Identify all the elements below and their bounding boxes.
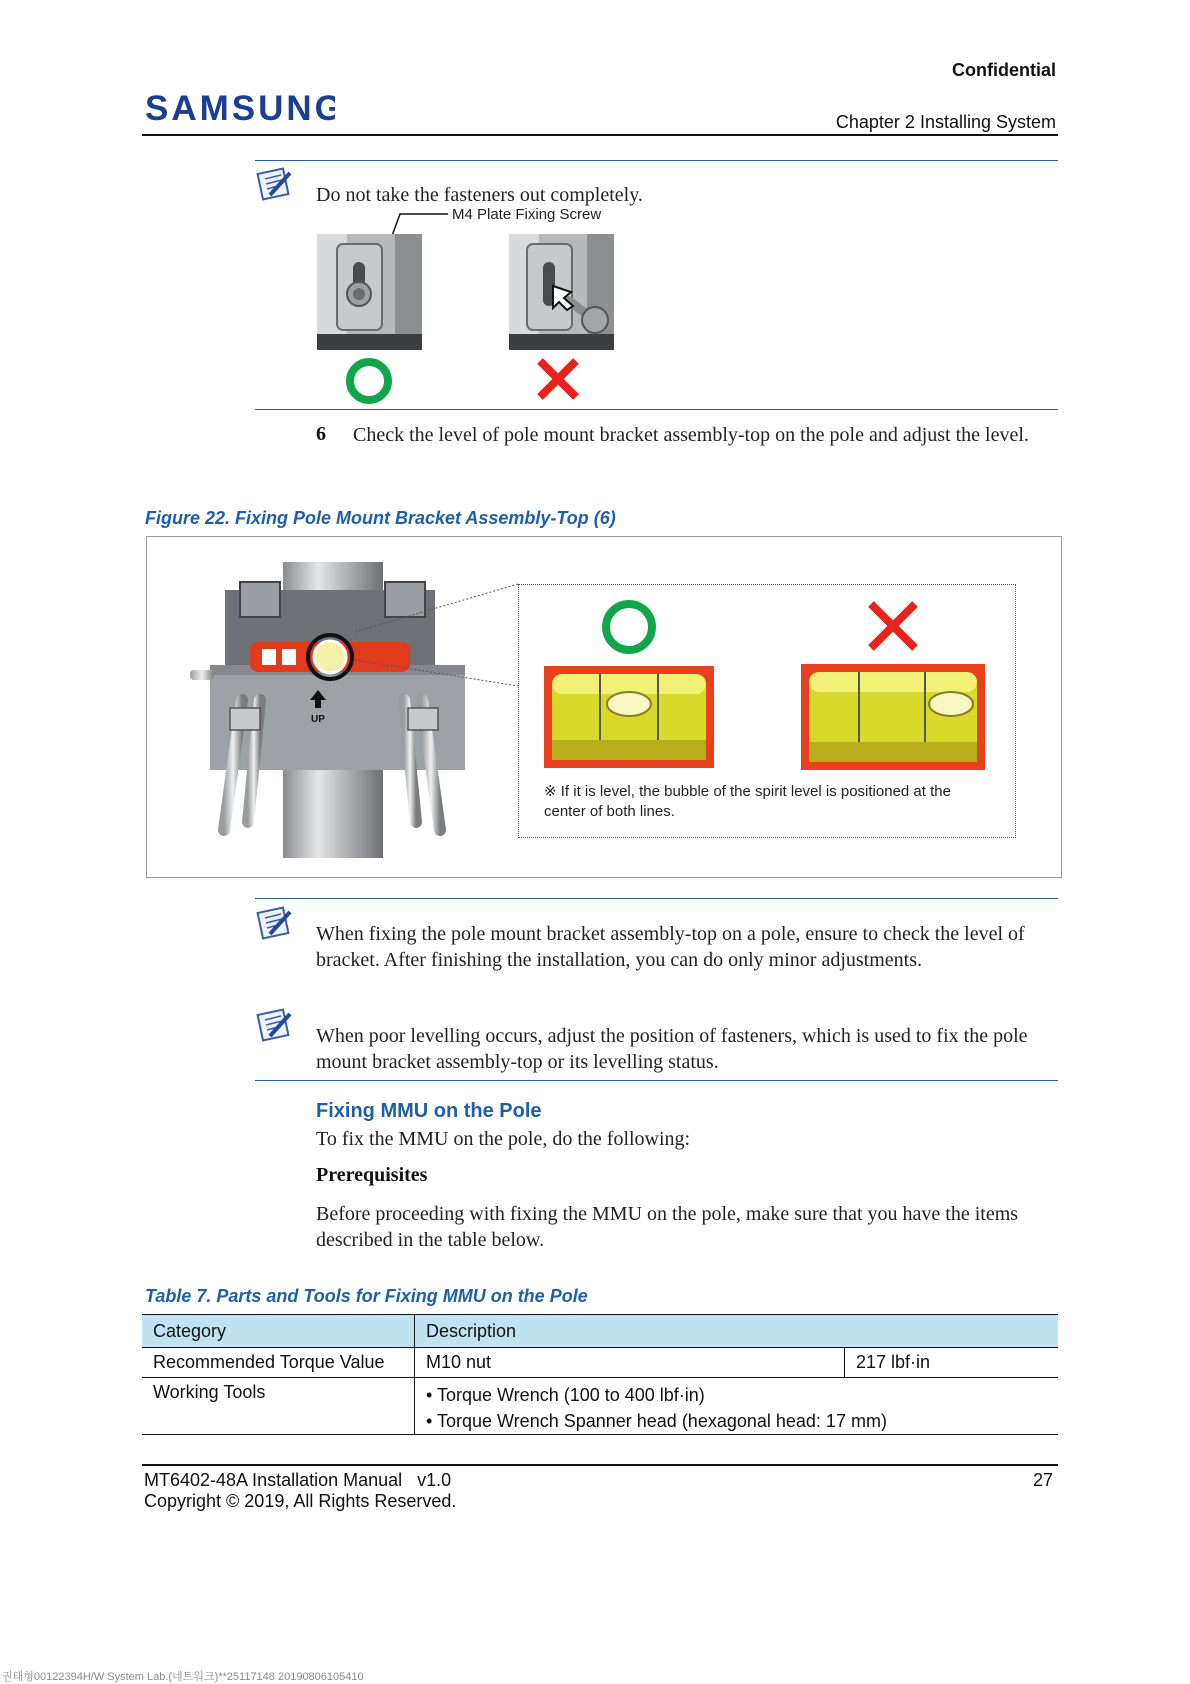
row2-category: Working Tools (142, 1378, 415, 1435)
note-pencil-icon-2 (256, 904, 296, 942)
confidential-label: Confidential (952, 60, 1056, 80)
level-vial-centered (544, 666, 714, 768)
level-vial-off-center (801, 664, 985, 770)
note-pencil-icon-3 (256, 1006, 296, 1044)
step-number: 6 (316, 423, 326, 445)
logo-text: SAMSUNG (145, 89, 335, 126)
footer-watermark: 권태형00122394H/W System Lab.(네트워크)**25117148 20190806105410 (2, 1671, 364, 1683)
level-inset-note: ※ If it is level, the bubble of the spirit level is positioned at the center of both lines. (544, 783, 951, 820)
section-heading: Fixing MMU on the Pole (316, 1100, 542, 1122)
samsung-logo (145, 88, 335, 131)
row1-value: 217 lbf·in (856, 1352, 931, 1372)
note-level-check-text: When fixing the pole mount bracket assembly-top on a pole, ensure to check the level of bracket. After finishing the installation, you can do only minor adjustments. (316, 923, 1025, 971)
list-item: • Torque Wrench (100 to 400 lbf·in) (426, 1385, 705, 1405)
tool-torque-wrench: Torque Wrench (100 to 400 lbf·in) (436, 1385, 705, 1405)
note-fasteners-text: Do not take the fasteners out completely. (316, 184, 643, 206)
header-category: Category (142, 1315, 415, 1348)
screw-photo-wrong (509, 234, 614, 350)
prerequisites-text: Before proceeding with fixing the MMU on the pole, make sure that you have the items described in the table below. (316, 1203, 1019, 1251)
chapter-label: Chapter 2 Installing System (835, 112, 1056, 132)
note-rule-top (255, 160, 1058, 161)
prerequisites-heading: Prerequisites (316, 1164, 428, 1186)
wrong-cross-icon (534, 355, 582, 403)
zoom-connector-lines (355, 580, 530, 690)
list-item: • Torque Wrench Spanner head (hexagonal head: 17 mm) (426, 1411, 887, 1431)
table-caption: Table 7. Parts and Tools for Fixing MMU on the Pole (145, 1286, 588, 1306)
row1-category: Recommended Torque Value (142, 1348, 415, 1378)
page-number: 27 (1032, 1470, 1053, 1490)
correct-circle-icon (344, 356, 394, 406)
header-rule (142, 134, 1058, 136)
screw-photo-correct (317, 234, 422, 350)
parts-table (142, 1314, 1058, 1435)
row1-item: M10 nut (415, 1348, 845, 1378)
note-poor-levelling-text: When poor levelling occurs, adjust the position of fasteners, which is used to fix the pole mount bracket assembly-top or its levelling status. (316, 1025, 1028, 1073)
screw-callout-label: M4 Plate Fixing Screw (452, 206, 602, 223)
step-6-text: Check the level of pole mount bracket assembly-top on the pole and adjust the level. (353, 424, 1029, 446)
footer-manual: MT6402-48A Installation Manual v1.0 (144, 1470, 452, 1490)
note-rule-bottom (255, 409, 1058, 410)
footer-rule (142, 1464, 1058, 1466)
row2-description (415, 1378, 1059, 1435)
section-intro: To fix the MMU on the pole, do the following: (316, 1128, 691, 1150)
notes-rule-bottom (255, 1080, 1058, 1081)
level-wrong-cross-icon (865, 598, 921, 654)
table-header-row (142, 1315, 1058, 1348)
table-row (142, 1378, 1058, 1435)
notes-rule-top (255, 898, 1058, 899)
parts-table-wrapper (142, 1314, 1058, 1435)
figure-caption: Figure 22. Fixing Pole Mount Bracket Assembly-Top (6) (145, 508, 616, 528)
header-description: Description (426, 1320, 517, 1341)
table-row (142, 1348, 1058, 1378)
note-pencil-icon (256, 165, 296, 203)
tool-spanner-head: Torque Wrench Spanner head (hexagonal head: 17 mm) (436, 1411, 887, 1431)
up-label: UP (311, 714, 325, 725)
footer-copyright: Copyright © 2019, All Rights Reserved. (144, 1491, 457, 1511)
level-correct-circle-icon (598, 596, 660, 658)
